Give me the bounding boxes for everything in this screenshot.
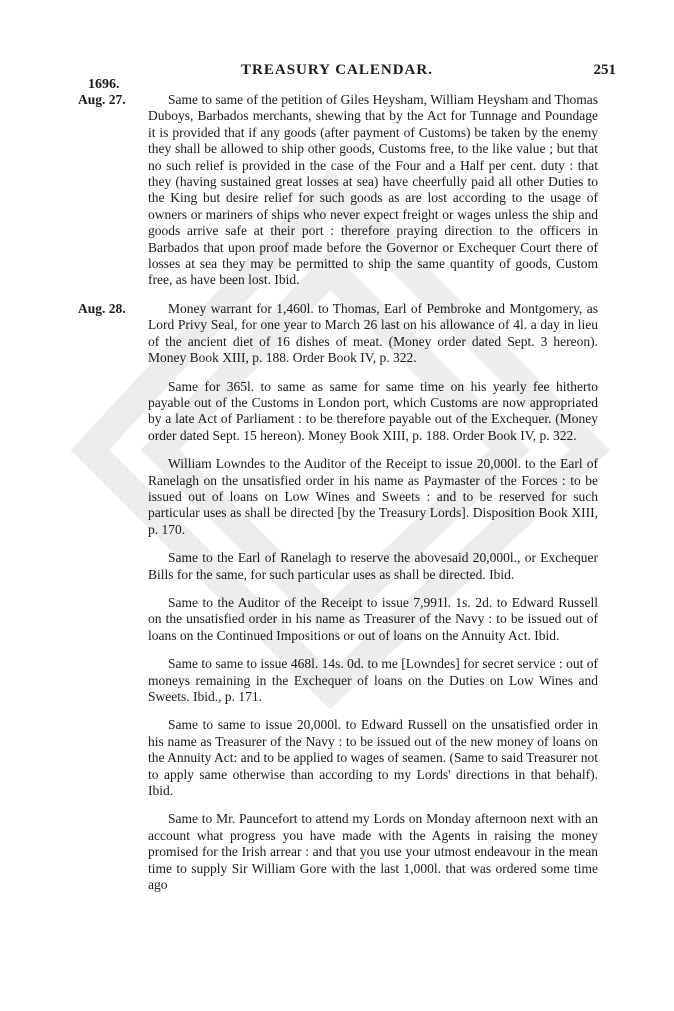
year-label: 1696.: [88, 77, 120, 92]
calendar-entry: [78, 456, 598, 538]
entry-text: Same to the Auditor of the Receipt to issue 7,991l. 1s. 2d. to Edward Russell on the unsatisfied order in his name as Treasurer of the Navy : to be issued out of loans on the Continued Impositions or out of loans on the Annuity Act. Ibid.: [148, 594, 598, 643]
entry-text: Same to same of the petition of Giles Heysham, William Heysham and Thomas Duboys, Barbados merchants, shewing that by the Act for Tunnage and Poundage it is provided that if any goods (after payment of Customs) be taken by the enemy they shall be allowed to ship other goods, Customs free, to the like value ; but that no such relief is provided in the case of the Four and a Half per cent. duty : that they (having sustained great losses at sea) have cheerfully paid all other Duties to the King but desire relief for such goods as are lost according to the usage of owners or mariners of ships who never expect freight or wages unless the ship and goods arrive safe at their port : therefore praying direction to the officers in Barbados that upon proof made before the Governor or Exchequer Court there of losses at sea they may be permitted to ship the same quantity of goods, Custom free, as have been lost. Ibid.: [148, 92, 598, 288]
calendar-entry: [78, 595, 598, 644]
calendar-entry: [78, 811, 598, 893]
entry-text: Money warrant for 1,460l. to Thomas, Earl of Pembroke and Montgomery, as Lord Privy Seal, for one year to March 26 last on his allowance of 4l. a day in lieu of the ancient diet of 16 dishes of meat. (Money order dated Sept. 3 hereon). Money Book XIII, p. 188. Order Book IV, p. 322.: [148, 300, 598, 366]
running-title: TREASURY CALENDAR.: [241, 62, 433, 78]
entry-date: Aug. 28.: [78, 300, 126, 316]
entry-text: Same to same to issue 20,000l. to Edward Russell on the unsatisfied order in his name as Treasurer of the Navy : to be issued out of the new money of loans on the Annuity Act: and to be applied to wages of seamen. (Same to said Treasurer not to apply same otherwise than according to my Lords' directions in that behalf). Ibid.: [148, 717, 598, 799]
calendar-entry: [78, 92, 598, 289]
calendar-entry: [78, 379, 598, 445]
calendar-entry: [78, 301, 598, 367]
entry-text: Same for 365l. to same as same for same time on his yearly fee hitherto payable out of the Customs in London port, which Customs are now appropriated by a late Act of Parliament : to be therefore payable out of the Exchequer. (Money order dated Sept. 15 hereon). Money Book XIII, p. 188. Order Book IV, p. 322.: [148, 378, 598, 443]
calendar-entry: [78, 717, 598, 799]
calendar-entry: [78, 550, 598, 583]
page-number: 251: [593, 62, 616, 78]
calendar-entry: [78, 656, 598, 705]
entry-date: Aug. 27.: [78, 92, 126, 107]
calendar-entries: [78, 92, 598, 905]
entry-text: Same to the Earl of Ranelagh to reserve the abovesaid 20,000l., or Exchequer Bills for the same, for such particular uses as shall be directed. Ibid.: [148, 550, 598, 582]
entry-text: Same to same to issue 468l. 14s. 0d. to me [Lowndes] for secret service : out of moneys remaining in the Exchequer of loans on the Duties on Low Wines and Sweets. Ibid., p. 171.: [148, 656, 598, 704]
entry-text: William Lowndes to the Auditor of the Receipt to issue 20,000l. to the Earl of Ranelagh on the unsatisfied order in his name as Paymaster of the Forces : to be issued out of loans on Low Wines and Sweets : and to be reserved for such particular uses as shall be directed [by the Treasury Lords]. Disposition Book XIII, p. 170.: [148, 456, 598, 537]
entry-text: Same to Mr. Pauncefort to attend my Lords on Monday afternoon next with an account what progress you have made with the Agents in raising the money promised for the Irish arrear : and that you use your utmost endeavour in the mean time to supply Sir William Gore with the last 1,000l. that was ordered some time ago: [148, 811, 598, 893]
